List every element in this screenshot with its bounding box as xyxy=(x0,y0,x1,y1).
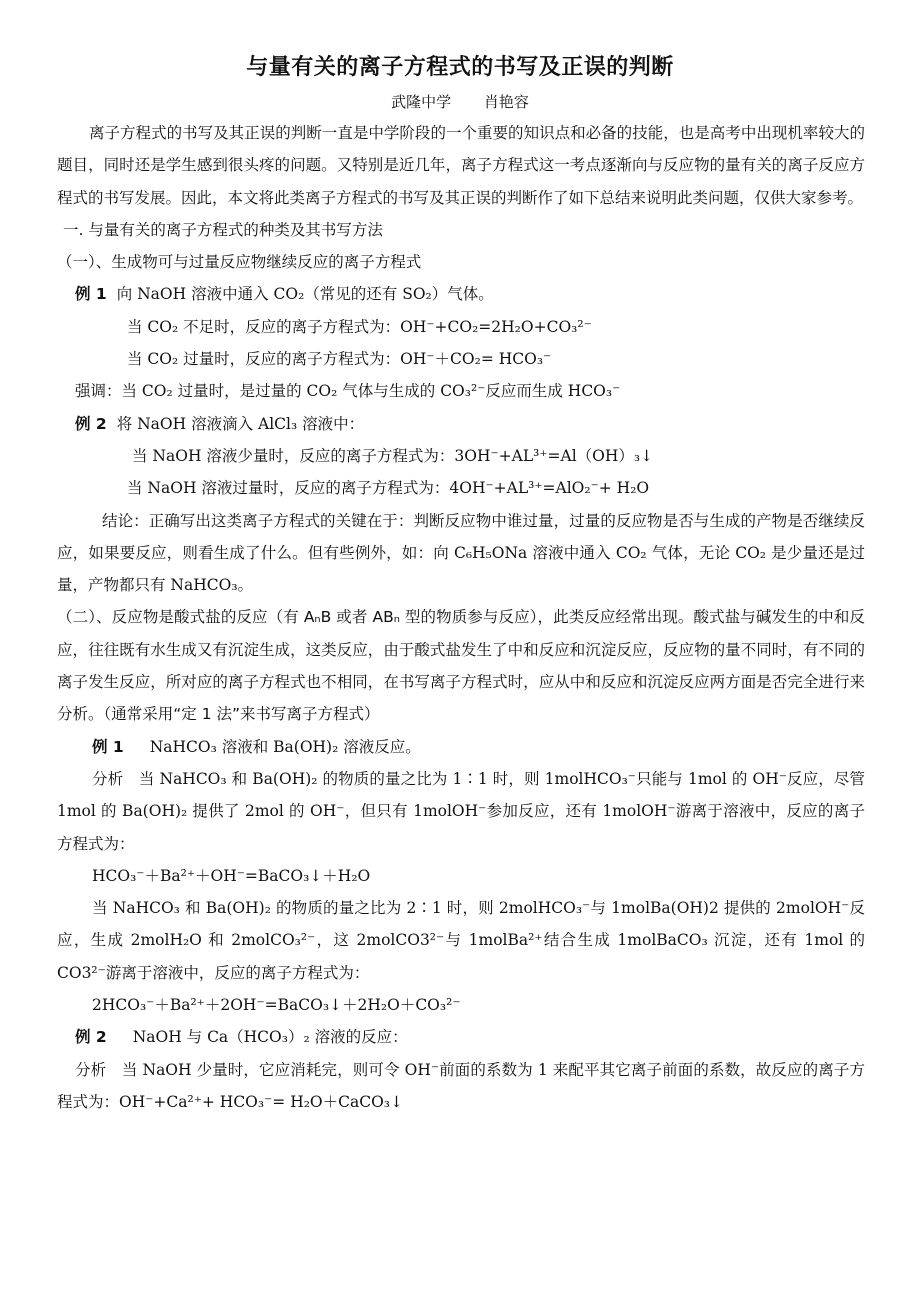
example-3-text: NaHCO₃ 溶液和 Ba(OH)₂ 溶液反应。 xyxy=(149,737,421,756)
subsection-heading-1: （一）、生成物可与过量反应物继续反应的离子方程式 xyxy=(57,253,422,272)
intro-paragraph: 离子方程式的书写及其正误的判断一直是中学阶段的一个重要的知识点和必备的技能，也是高考中出现机率较大的题目，同时还是学生感到很头疼的问题。又特别是近几年，离子方程式这一考点逐渐向与反应物的量有关的离子反应方程式的书写发展。因此，本文将此类离子方程式的书写及其正误的判断作了如下总结来说明此类问题，仅供大家参考。 xyxy=(57,124,865,207)
subsection-heading-2: （二）、反应物是酸式盐的反应（有 AₙB 或者 ABₙ 型的物质参与反应），此类反应经常出现。酸式盐与碱发生的中和反应，往往既有水生成又有沉淀生成，这类反应，由于酸式盐发生了中和反应和沉淀反应，反应物的量不同时，有不同的离子发生反应，所对应的离子方程式也不相同，在书写离子方程式时，应从中和反应和沉淀反应两方面是否完全进行来分析。（通常采用“定 1 法”来书写离子方程式） xyxy=(57,608,865,724)
school-name: 武隆中学 xyxy=(391,93,452,111)
example-1-case-b: 当 CO₂ 过量时，反应的离子方程式为：OH⁻＋CO₂= HCO₃⁻ xyxy=(127,350,552,369)
example-2-case-a: 当 NaOH 溶液少量时，反应的离子方程式为：3OH⁻+AL³⁺=Al（OH）₃↓ xyxy=(132,446,654,465)
section-heading-1: 一. 与量有关的离子方程式的种类及其书写方法 xyxy=(63,220,383,239)
author-name: 肖艳容 xyxy=(483,93,529,111)
example-label: 例 1 xyxy=(75,285,107,304)
example-2-case-b: 当 NaOH 溶液过量时，反应的离子方程式为：4OH⁻+AL³⁺=AlO₂⁻+ H₂O xyxy=(127,479,650,498)
equation-2: 2HCO₃⁻＋Ba²⁺＋2OH⁻=BaCO₃↓＋2H₂O＋CO₃²⁻ xyxy=(92,996,461,1015)
conclusion-paragraph: 结论：正确写出这类离子方程式的关键在于：判断反应物中谁过量，过量的反应物是否与生成的产物是否继续反应，如果要反应，则看生成了什么。但有些例外，如：向 C₆H₅ONa 溶液中通入 CO₂ 气体，无论 CO₂ 是少量还是过量，产物都只有 NaHCO₃。 xyxy=(57,511,865,595)
example-2 xyxy=(57,408,865,440)
analysis-2: 当 NaHCO₃ 和 Ba(OH)₂ 的物质的量之比为 2∶1 时，则 2molHCO₃⁻与 1molBa(OH)2 提供的 2molOH⁻反应，生成 2molH₂O 和 2molCO₃²⁻，这 2molCO3²⁻与 1molBa²⁺结合生成 1molBaCO₃ 沉淀，还有 1mol 的 CO3²⁻游离于溶液中，反应的离子方程式为： xyxy=(57,899,865,982)
analysis-1: 分析 当 NaHCO₃ 和 Ba(OH)₂ 的物质的量之比为 1∶1 时，则 1molHCO₃⁻只能与 1mol 的 OH⁻反应，尽管 1mol 的 Ba(OH)₂ 提供了 2mol 的 OH⁻，但只有 1molOH⁻参加反应，还有 1molOH⁻游离于溶液中，反应的离子方程式为： xyxy=(57,769,865,853)
example-1 xyxy=(57,278,865,310)
document-body xyxy=(57,117,865,1118)
example-2-text: 将 NaOH 溶液滴入 AlCl₃ 溶液中： xyxy=(116,414,365,433)
example-4 xyxy=(57,1021,865,1053)
example-label: 例 1 xyxy=(92,737,124,756)
example-3 xyxy=(57,731,865,763)
example-label: 例 2 xyxy=(75,414,107,433)
analysis-3: 分析 当 NaOH 少量时，它应消耗完，则可令 OH⁻前面的系数为 1 来配平其它离子前面的系数，故反应的离子方程式为：OH⁻+Ca²⁺+ HCO₃⁻= H₂O＋CaCO₃↓ xyxy=(57,1060,865,1111)
example-label: 例 2 xyxy=(75,1028,107,1047)
example-4-text: NaOH 与 Ca（HCO₃）₂ 溶液的反应： xyxy=(132,1028,408,1047)
emphasis-note: 强调：当 CO₂ 过量时，是过量的 CO₂ 气体与生成的 CO₃²⁻反应而生成 HCO₃⁻ xyxy=(75,382,621,401)
equation-1: HCO₃⁻＋Ba²⁺＋OH⁻=BaCO₃↓＋H₂O xyxy=(92,866,371,885)
document-title: 与量有关的离子方程式的书写及正误的判断 xyxy=(246,55,674,80)
example-1-case-a: 当 CO₂ 不足时，反应的离子方程式为：OH⁻+CO₂=2H₂O+CO₃²⁻ xyxy=(127,317,592,336)
author-line xyxy=(0,91,920,112)
example-1-text: 向 NaOH 溶液中通入 CO₂（常见的还有 SO₂）气体。 xyxy=(116,285,494,304)
